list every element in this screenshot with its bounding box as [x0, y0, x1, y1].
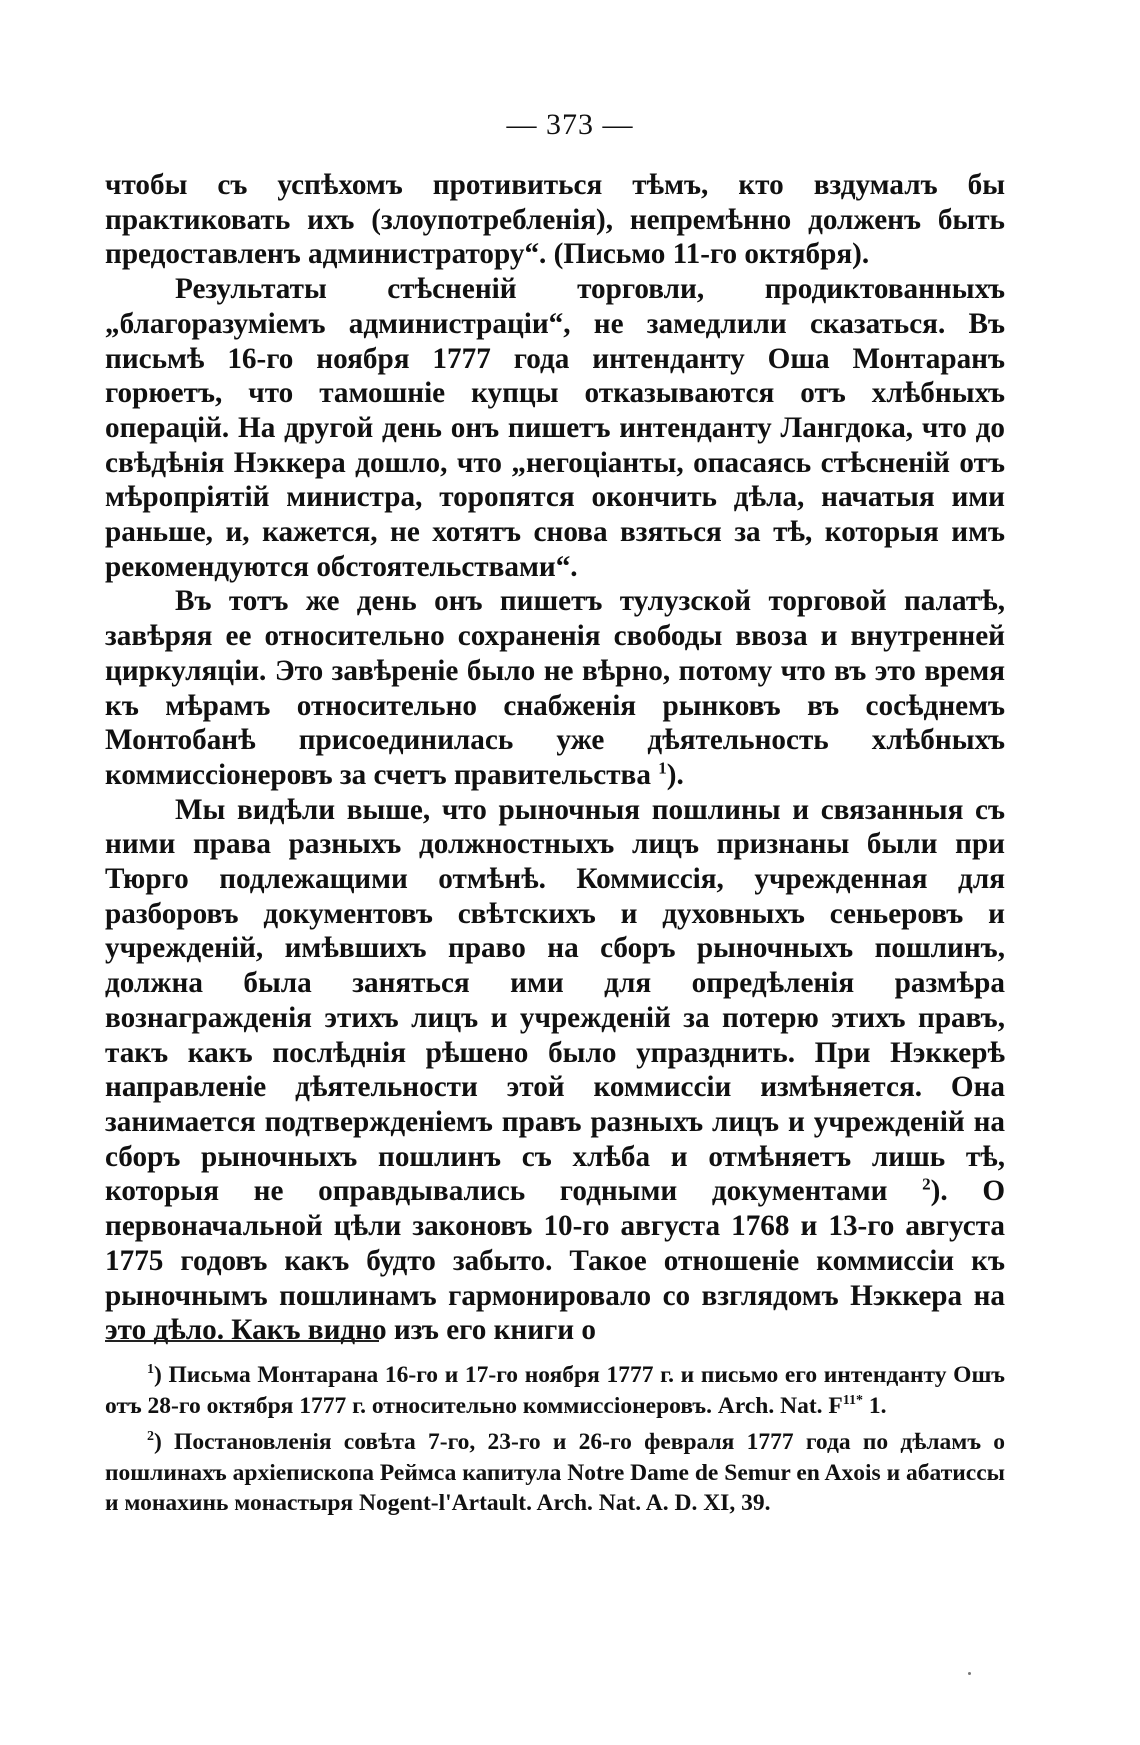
- main-text: [105, 168, 1005, 1348]
- paragraph-4-text: Мы видѣли выше, что рыночныя пошлины и связанныя съ ними права разныхъ должностныхъ лицъ признаны были при Тюрго подлежащими отмѣнѣ. Коммиссія, учрежденная для разборовъ документовъ свѣтскихъ и духовныхъ сеньеровъ и учрежденій, имѣвшихъ право на сборъ рыночныхъ пошлинъ, должна была заняться ими для опредѣленія размѣра вознагражденія этихъ лицъ и учрежденій за потерю этихъ правъ, такъ какъ послѣднія рѣшено было упразднить. При Нэккерѣ направленіе дѣятельности этой коммиссіи измѣняется. Она занимается подтвержденіемъ правъ разныхъ лицъ и учрежденій на сборъ рыночныхъ пошлинъ съ хлѣба и отмѣняетъ лишь тѣ, которыя не оправдывались годными документами: [105, 793, 1005, 1208]
- paragraph-2: Результаты стѣсненій торговли, продиктованныхъ „благоразуміемъ администраціи“, не замедлили сказаться. Въ письмѣ 16-го ноября 1777 года интенданту Оша Монтаранъ горюетъ, что тамошніе купцы отказываются отъ хлѣбныхъ операцій. На другой день онъ пишетъ интенданту Лангдока, что до свѣдѣнія Нэккера дошло, что „негоціанты, опасаясь стѣсненій отъ мѣропріятій министра, торопятся окончить дѣла, начатыя ими раньше, и, кажется, не хотятъ снова взяться за тѣ, которыя имъ рекомендуются обстоятельствами“.: [105, 273, 1005, 583]
- page-number: — 373 —: [506, 108, 634, 141]
- footnote-1-mark: 1: [147, 1362, 154, 1378]
- footnote-divider: [105, 1340, 379, 1342]
- footnote-2: [105, 1427, 1005, 1519]
- footnote-ref-1-tail: ).: [666, 758, 684, 791]
- paragraph-3-text: Въ тотъ же день онъ пишетъ тулузской торговой палатѣ, завѣряя ее относительно сохраненія свободы ввоза и внутренней циркуляціи. Это завѣреніе было не вѣрно, потому что въ это время къ мѣрамъ относительно снабженія рынковъ въ сосѣднемъ Монтобанѣ присоединилась уже дѣятельность хлѣбныхъ коммиссіонеровъ за счетъ правительства: [105, 585, 1005, 791]
- footnote-2-text: ) Постановленія совѣта 7-го, 23-го и 26-го февраля 1777 года по дѣламъ о пошлинахъ архіепископа Реймса капитула Notre Dame de Semur en Axois и абатиссы и монахинь монастыря Nogent-l'Artault. Arch. Nat. A. D. XI, 39.: [105, 1429, 1005, 1516]
- footnote-1-text: ) Письма Монтарана 16-го и 17-го ноября 1777 г. и письмо его интенданту Ошъ отъ 28-го октября 1777 г. относительно коммиссіонеровъ. Arch. Nat. F: [105, 1362, 1005, 1419]
- footnote-2-mark: 2: [147, 1429, 154, 1445]
- footnote-1-code: 11*: [842, 1392, 863, 1408]
- paragraph-1: чтобы съ успѣхомъ противиться тѣмъ, кто вздумалъ бы практиковать ихъ (злоупотребленія), непремѣнно долженъ быть предоставленъ администратору“. (Письмо 11-го октября).: [105, 169, 1005, 271]
- paper-speck: [968, 1672, 971, 1675]
- paragraph-4-continuation: О первоначальной цѣли законовъ 10-го августа 1768 и 13-го августа 1775 годовъ какъ будто забыто. Такое отношеніе коммиссіи къ рыночнымъ пошлинамъ гармонировало со взглядомъ Нэккера на это дѣло. Какъ видно изъ его книги о: [105, 1175, 1006, 1347]
- footnote-ref-2[interactable]: 2: [922, 1174, 931, 1194]
- footnote-1-tail: 1.: [862, 1392, 887, 1419]
- paragraph-4: [105, 793, 1005, 1348]
- footnotes: [105, 1360, 1005, 1525]
- paragraph-3: [105, 584, 1005, 792]
- footnote-1: [105, 1360, 1005, 1421]
- footnote-ref-2-tail: ).: [930, 1175, 948, 1208]
- footnote-ref-1[interactable]: 1: [658, 758, 667, 778]
